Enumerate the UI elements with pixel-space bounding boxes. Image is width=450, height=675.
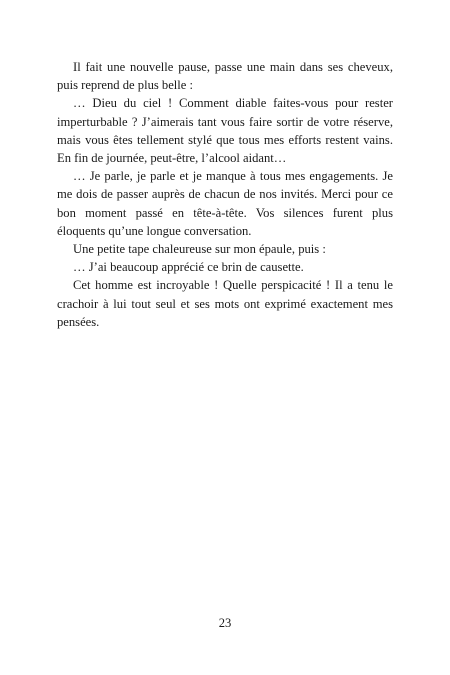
paragraph-1: Il fait une nouvelle pause, passe une main dans ses cheveux, puis reprend de plus belle : <box>57 60 393 93</box>
page-number: 23 <box>218 616 232 630</box>
paragraph-2: … Dieu du ciel ! Comment diable faites-vous pour rester imperturbable ? J’aimerais tant vous faire sortir de votre réserve, mais vous êtes tellement stylé que tous mes efforts restent vains. En fin de journée, peut-être, l’alcool aidant… <box>57 96 393 166</box>
paragraph-6: Cet homme est incroyable ! Quelle perspicacité ! Il a tenu le crachoir à lui tout seul et ses mots ont exprimé exactement mes pensées. <box>57 278 393 329</box>
paragraph-4: Une petite tape chaleureuse sur mon épaule, puis : <box>73 242 326 257</box>
paragraph-5: … J’ai beaucoup apprécié ce brin de causette. <box>73 260 304 275</box>
body-text <box>57 58 393 331</box>
paragraph-3: … Je parle, je parle et je manque à tous mes engagements. Je me dois de passer auprès de chacun de nos invités. Merci pour ce bon moment passé en tête-à-tête. Vos silences furent plus éloquents qu’une longue conversation. <box>57 169 393 238</box>
